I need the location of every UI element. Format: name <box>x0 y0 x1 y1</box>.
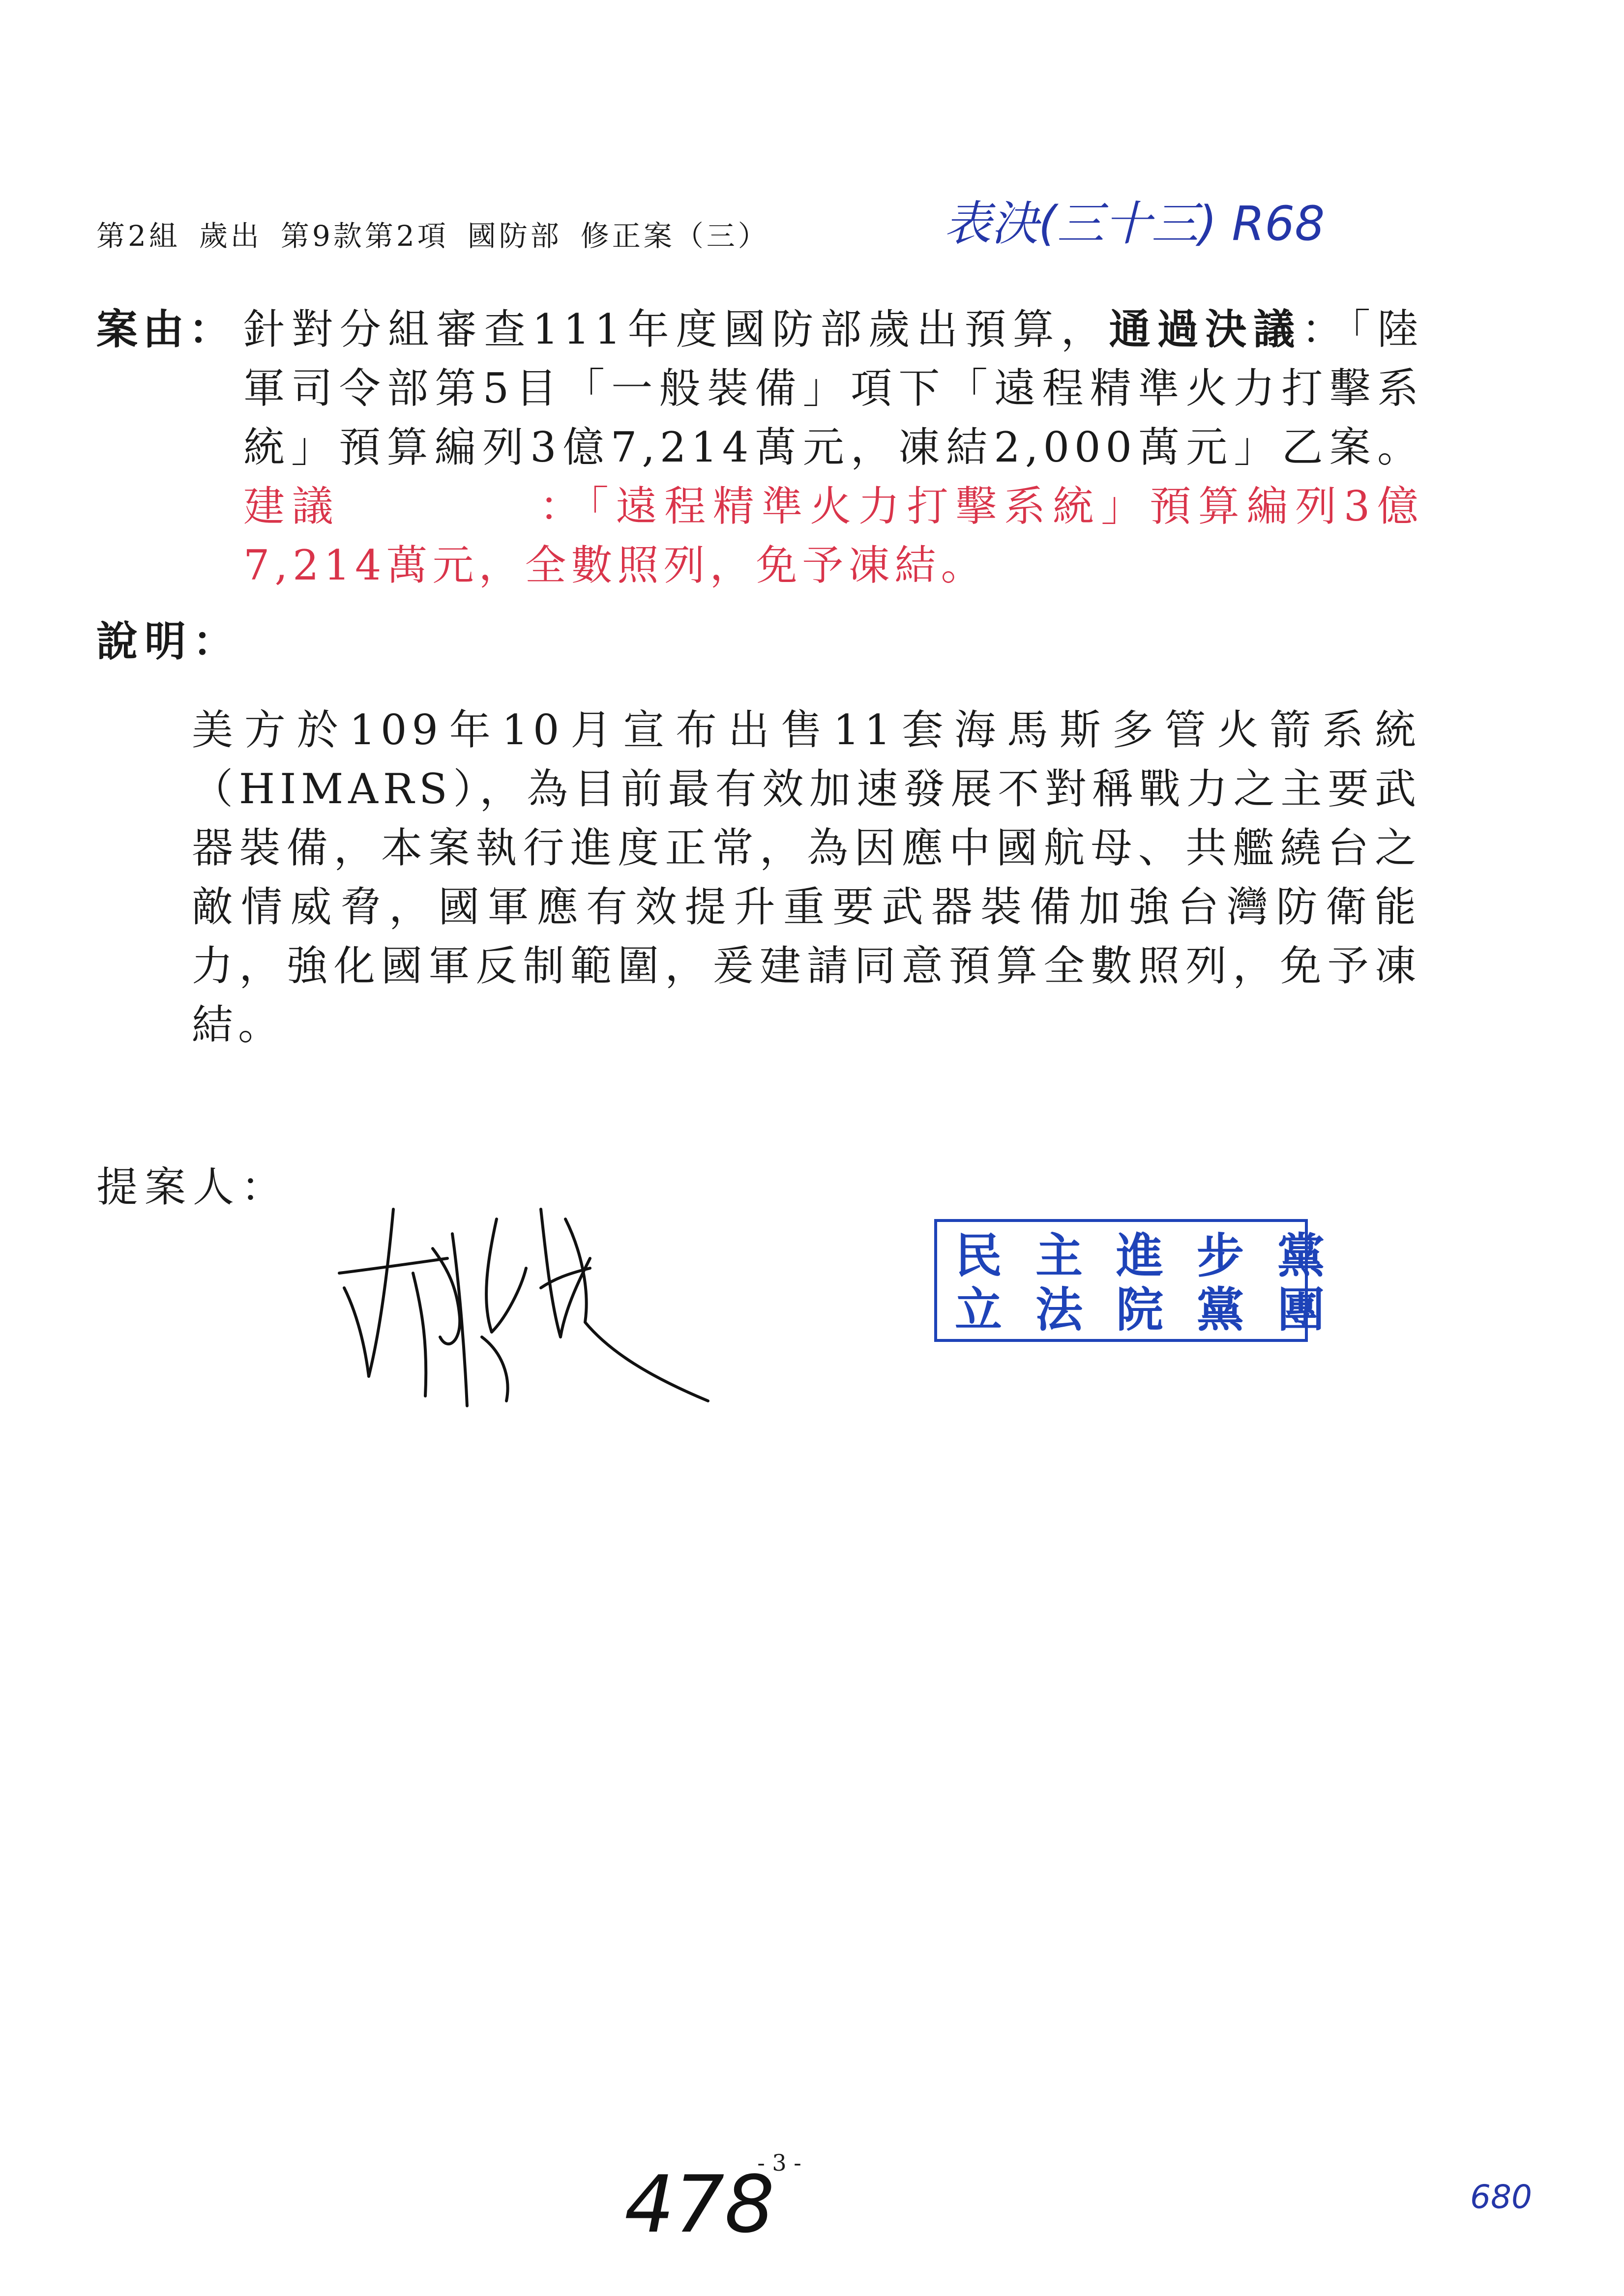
reason-part2: ：「陸軍司令部第5目「一般裝備」項下「遠程精準火力打擊系統」預算編列3億7,214萬元，凍結2,000萬元」乙案。 <box>243 305 1423 471</box>
reason-part1: 針對分組審查111年度國防部歲出預算， <box>243 305 1109 353</box>
handwritten-corner-number: 680 <box>1470 2178 1532 2216</box>
reason-text <box>243 300 1423 595</box>
explanation-label: 說明： <box>96 617 241 666</box>
explanation-text: 美方於109年10月宣布出售11套海馬斯多管火箭系統（HIMARS），為目前最有效加速發展不對稱戰力之主要武器裝備，本案執行進度正常，為因應中國航母、共艦繞台之敵情威脅，國軍應有效提升重要武器裝備加強台灣防衛能力，強化國軍反制範圍，爰建請同意預算全數照列，免予凍結。 <box>192 706 1421 1049</box>
suggestion-head: 建議 <box>243 482 341 530</box>
header-group: 第2組 <box>96 219 180 253</box>
seal-line2: 立法院黨團 <box>955 1282 1358 1337</box>
seal-line1: 民主進步黨 <box>955 1228 1358 1283</box>
reason-resolution-bold: 通過決議 <box>1109 305 1302 353</box>
suggestion-body: ：「遠程精準火力打擊系統」預算編列3億7,214萬元，全數照列，免予凍結。 <box>243 482 1423 589</box>
page-number: - 3 - <box>757 2150 801 2176</box>
party-caucus-seal <box>934 1219 1358 1342</box>
handwritten-page-number: 478 <box>624 2158 775 2250</box>
header-amendment: 修正案（三） <box>580 219 769 253</box>
handwritten-signature <box>334 1190 728 1416</box>
proposer-label: 提案人： <box>96 1163 290 1211</box>
header-ministry: 國防部 <box>467 219 562 253</box>
header-item: 第9款第2項 <box>280 219 449 253</box>
header-section: 歲出 <box>199 219 262 253</box>
handwritten-vote-note: 表決(三十三) R68 <box>944 196 1325 251</box>
reason-label: 案由： <box>96 305 236 353</box>
document-header <box>96 216 834 256</box>
